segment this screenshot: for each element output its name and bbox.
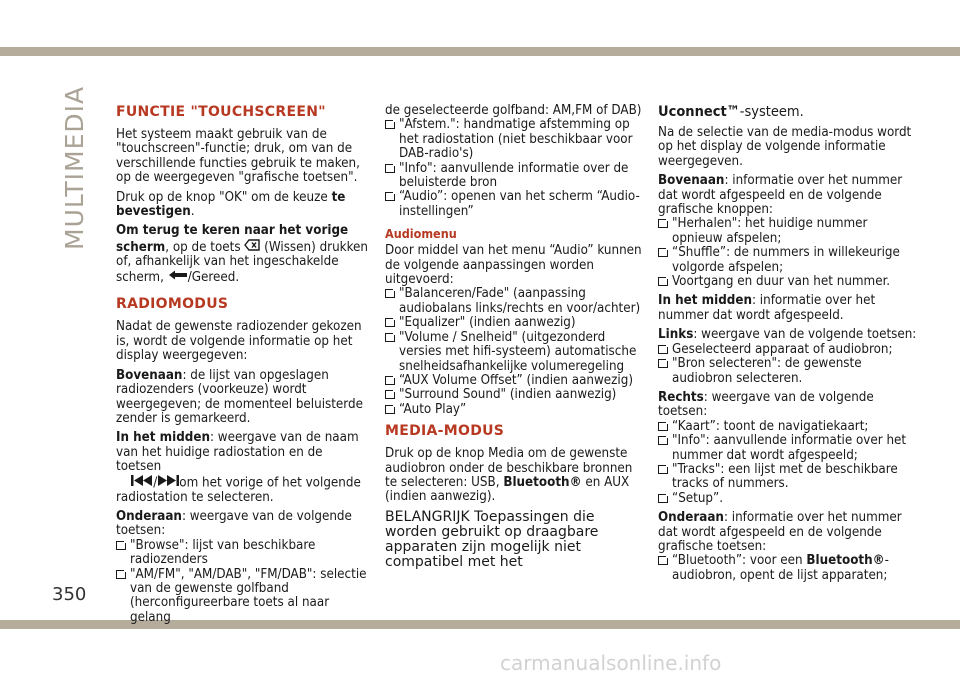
list-item: “Auto Play” <box>385 403 643 417</box>
bullet-box-icon <box>116 541 126 550</box>
bullet-box-icon <box>658 248 668 257</box>
list-item: Geselecteerd apparaat of audiobron; <box>658 343 920 357</box>
list-item: "Afstem.": handmatige afstemming op het radiostation (niet beschikbaar voor DAB-radio's) <box>385 118 643 161</box>
heading-media: MEDIA-MODUS <box>385 423 505 440</box>
bullet-box-icon <box>658 436 668 445</box>
bullet-box-icon <box>658 219 668 228</box>
list-item: "Balanceren/Fade" (aanpassing audiobalans links/rechts en voor/achter) <box>385 287 643 316</box>
column-1 <box>116 104 368 625</box>
bullet-box-icon <box>385 289 395 298</box>
list-item: "Info": aanvullende informatie over het nummer dat wordt afgespeeld; <box>658 434 920 463</box>
list-item: “Bluetooth”: voor een Bluetooth®-audiobron, opent de lijst apparaten; <box>658 554 920 583</box>
header-band <box>0 47 960 56</box>
bullet-box-icon <box>116 570 126 579</box>
list-item: "Bron selecteren": de gewenste audiobron selecteren. <box>658 357 920 386</box>
paragraph: Na de selectie van de media-modus wordt op het display de volgende informatie weergegeven. <box>658 125 912 169</box>
heading-touchscreen: FUNCTIE "TOUCHSCREEN" <box>116 104 326 120</box>
paragraph: Door middel van het menu “Audio” kunnen de volgende aanpassingen worden uitgevoerd: <box>385 243 642 288</box>
list-item: "AM/FM", "AM/DAB", "FM/DAB": selectie van de gewenste golfband (herconfigureerbare toets al naar gelang <box>116 568 368 626</box>
bullet-box-icon <box>385 390 395 399</box>
paragraph: Links: weergave van de volgende toetsen: <box>658 327 917 343</box>
list-item: "Herhalen": het huidige nummer opnieuw afspelen; <box>658 217 920 246</box>
section-sidebar <box>60 85 100 250</box>
subheading-audio: Audiomenu <box>385 226 457 242</box>
back-arrow-icon <box>168 270 188 284</box>
column-3 <box>658 104 920 583</box>
list-item: "Tracks": een lijst met de beschikbare tracks of nummers. <box>658 463 920 492</box>
paragraph: Bovenaan: informatie over het nummer dat wordt afgespeeld en de volgende grafische knoppen: <box>658 173 903 218</box>
paragraph: In het midden: informatie over het nummer dat wordt afgespeeld. <box>658 293 876 323</box>
list-item: "Surround Sound" (indien aanwezig) <box>385 388 643 402</box>
heading-radio: RADIOMODUS <box>116 296 229 313</box>
list-item: "Browse": lijst van beschikbare radiozenders <box>116 539 368 568</box>
page-top-margin <box>0 0 960 38</box>
paragraph: Bovenaan: de lijst van opgeslagen radiozenders (voorkeuze) wordt weergegeven; de momenteel beluisterde zender is gemarkeerd. <box>116 367 363 426</box>
bullet-box-icon <box>385 376 395 385</box>
bullet-box-icon <box>658 556 668 565</box>
paragraph: Rechts: weergave van de volgende toetsen: <box>658 389 874 420</box>
list-item: “Audio”: openen van het scherm “Audio-instellingen” <box>385 190 643 219</box>
paragraph: Het systeem maakt gebruik van de "touchscreen"-functie; druk, om van de verschillende functies gebruik te maken, op de weergegeven "grafische toetsen". <box>116 127 360 186</box>
sidebar-label: MULTIMEDIA <box>60 85 89 250</box>
bullet-box-icon <box>385 405 395 414</box>
list-item: "Equalizer" (indien aanwezig) <box>385 316 643 330</box>
paragraph: Druk op de knop Media om de gewenste audiobron onder de beschikbare bronnen te selecteren: USB, Bluetooth® en AUX (indien aanwezig). <box>385 446 633 505</box>
page-number: 350 <box>52 584 87 605</box>
important-note: BELANGRIJK Toepassingen die worden gebruikt op draagbare apparaten zijn mogelijk niet compatibel met het <box>385 508 599 570</box>
bullet-box-icon <box>385 192 395 201</box>
list-item: “Kaart”: toont de navigatiekaart; <box>658 420 920 434</box>
list-item: "Volume / Snelheid" (uitgezonderd versies met hifi-systeem) automatische snelheidsafhankelijke volumeregeling <box>385 331 643 374</box>
bullet-box-icon <box>385 318 395 327</box>
watermark: carmanualsonline.info <box>500 651 722 675</box>
list-item: Voortgang en duur van het nummer. <box>658 275 920 289</box>
paragraph: Onderaan: informatie over het nummer dat wordt afgespeeld en de volgende grafische toetsen: <box>658 510 902 554</box>
paragraph: Om terug te keren naar het vorige scherm, op de toets (Wissen) drukken of, afhankelijk van het ingeschakelde scherm, /Gereed. <box>116 223 369 286</box>
bullet-box-icon <box>385 120 395 129</box>
bullet-box-icon <box>658 345 668 354</box>
next-track-icon <box>157 475 179 490</box>
list-item: “Setup”. <box>658 492 920 506</box>
column-2 <box>385 104 643 575</box>
bullet-box-icon <box>658 277 668 286</box>
bullet-box-icon <box>658 465 668 474</box>
bullet-box-icon <box>385 333 395 342</box>
list-item: “AUX Volume Offset” (indien aanwezig) <box>385 374 643 388</box>
previous-track-icon <box>131 475 153 490</box>
system-heading: Uconnect™-systeem. <box>658 104 804 120</box>
list-item: “Shuffle”: de nummers in willekeurige volgorde afspelen; <box>658 246 920 275</box>
paragraph: Nadat de gewenste radiozender gekozen is, wordt de volgende informatie op het display weergegeven: <box>116 319 362 364</box>
paragraph: Onderaan: weergave van de volgende toetsen: <box>116 509 352 539</box>
list-item: "Info": aanvullende informatie over de beluisterde bron <box>385 162 643 191</box>
paragraph: de geselecteerde golfband: AM,FM of DAB) <box>385 103 642 118</box>
bullet-box-icon <box>658 422 668 431</box>
paragraph: In het midden: weergave van de naam van het huidige radiostation en de toetsen / om het vorige of het volgende radiostation te selecteren. <box>116 430 361 505</box>
bullet-box-icon <box>658 494 668 503</box>
bullet-box-icon <box>658 359 668 368</box>
bullet-box-icon <box>385 164 395 173</box>
paragraph: Druk op de knop "OK" om de keuze te bevestigen. <box>116 189 346 220</box>
backspace-icon <box>244 239 260 255</box>
